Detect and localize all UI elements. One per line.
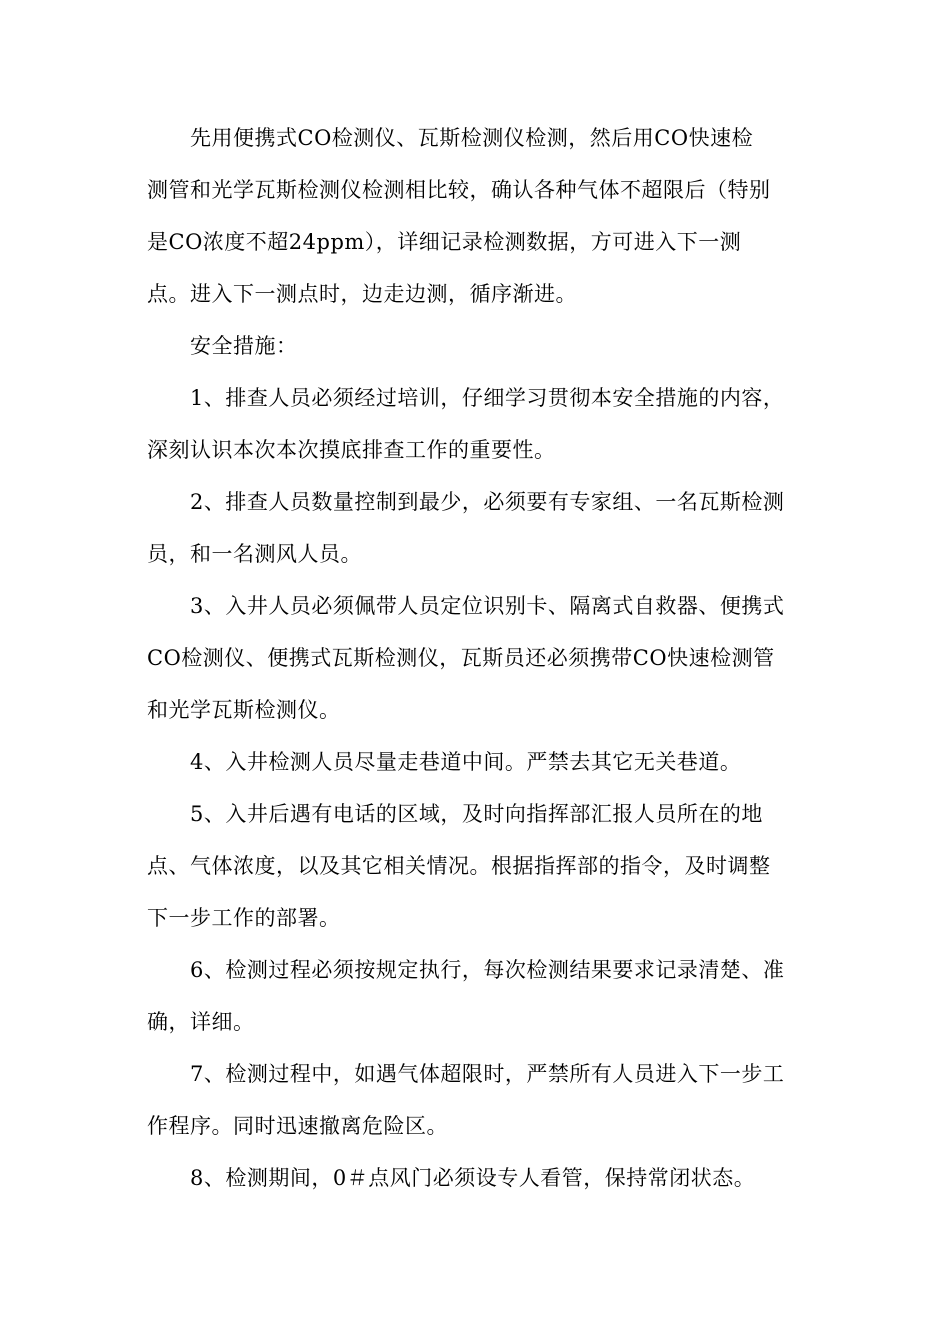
- list-item-8-line: 8、检测期间，0＃点风门必须设专人看管，保持常闭状态。: [190, 1166, 756, 1190]
- paragraph-line: 测管和光学瓦斯检测仪检测相比较，确认各种气体不超限后（特别: [147, 178, 771, 202]
- list-item-5-line: 5、入井后遇有电话的区域，及时向指挥部汇报人员所在的地: [190, 802, 763, 826]
- list-item-3-line: 和光学瓦斯检测仪。: [147, 698, 341, 722]
- list-item-1-line: 深刻认识本次本次摸底排查工作的重要性。: [147, 438, 556, 462]
- document-body: [147, 118, 809, 1210]
- paragraph-line: 点。进入下一测点时，边走边测，循序渐进。: [147, 282, 577, 306]
- list-item-5-line: 点、气体浓度，以及其它相关情况。根据指挥部的指令，及时调整: [147, 854, 771, 878]
- list-item-1-line: 1、排查人员必须经过培训，仔细学习贯彻本安全措施的内容，: [190, 386, 785, 410]
- section-heading: 安全措施：: [190, 334, 298, 358]
- list-item-2-line: 员，和一名测风人员。: [147, 542, 362, 566]
- list-item-6-line: 6、检测过程必须按规定执行，每次检测结果要求记录清楚、准: [190, 958, 785, 982]
- paragraph-line: 先用便携式CO检测仪、瓦斯检测仪检测，然后用CO快速检: [190, 126, 754, 150]
- list-item-4-line: 4、入井检测人员尽量走巷道中间。严禁去其它无关巷道。: [190, 750, 742, 774]
- list-item-6-line: 确，详细。: [147, 1010, 255, 1034]
- list-item-7-line: 7、检测过程中，如遇气体超限时，严禁所有人员进入下一步工: [190, 1062, 785, 1086]
- list-item-7-line: 作程序。同时迅速撤离危险区。: [147, 1114, 448, 1138]
- list-item-3-line: 3、入井人员必须佩带人员定位识别卡、隔离式自救器、便携式: [190, 594, 785, 618]
- list-item-3-line: CO检测仪、便携式瓦斯检测仪，瓦斯员还必须携带CO快速检测管: [147, 646, 775, 670]
- list-item-2-line: 2、排查人员数量控制到最少，必须要有专家组、一名瓦斯检测: [190, 490, 785, 514]
- list-item-5-line: 下一步工作的部署。: [147, 906, 341, 930]
- paragraph-line: 是CO浓度不超24ppm），详细记录检测数据，方可进入下一测: [147, 230, 742, 254]
